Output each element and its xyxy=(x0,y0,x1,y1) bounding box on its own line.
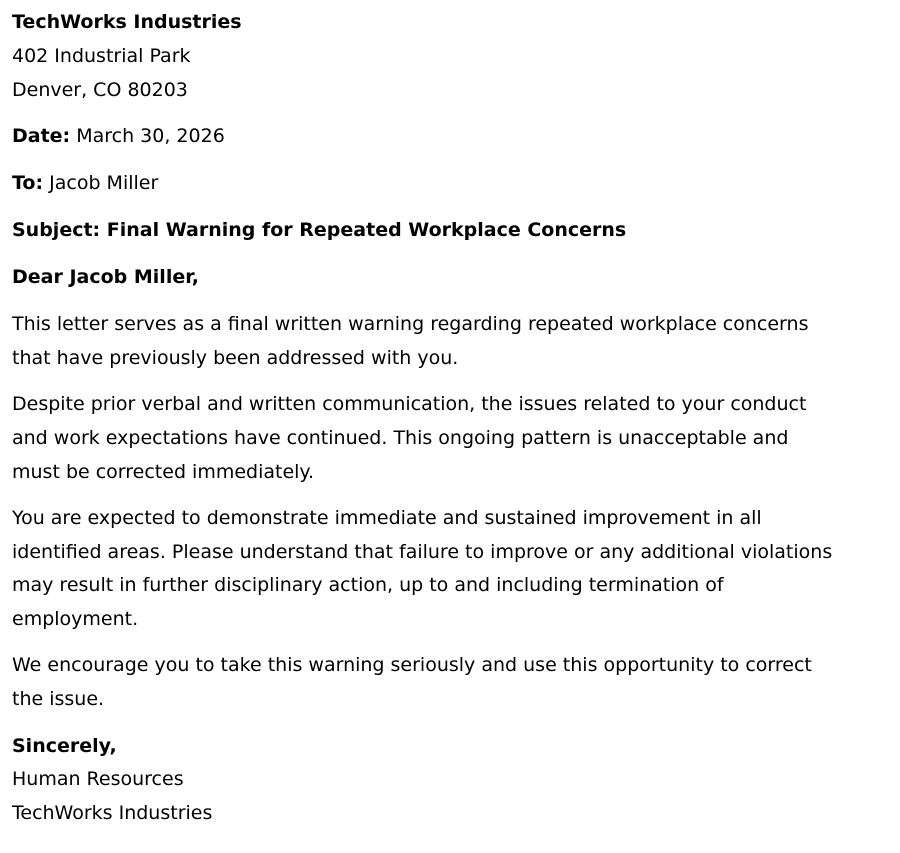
sign-off: Sincerely, xyxy=(12,735,117,757)
paragraph-3-line-4: employment. xyxy=(12,608,139,630)
address-line-1: 402 Industrial Park xyxy=(12,45,191,67)
paragraph-4-line-1: We encourage you to take this warning seriously and use this opportunity to correct xyxy=(12,654,812,676)
salutation: Dear Jacob Miller, xyxy=(12,266,200,288)
date-label: Date: xyxy=(12,125,71,147)
recipient-label: To: xyxy=(12,172,44,194)
paragraph-4-line-2: the issue. xyxy=(12,688,105,710)
date-value: March 30, 2026 xyxy=(70,125,225,147)
paragraph-2-line-2: and work expectations have continued. This ongoing pattern is unacceptable and xyxy=(12,427,789,449)
paragraph-3-line-3: may result in further disciplinary action, up to and including termination of xyxy=(12,574,724,596)
signer-department: Human Resources xyxy=(12,768,184,790)
subject-line: Subject: Final Warning for Repeated Workplace Concerns xyxy=(12,219,627,241)
date-line xyxy=(12,119,225,153)
address-line-2: Denver, CO 80203 xyxy=(12,79,188,101)
paragraph-1-line-2: that have previously been addressed with you. xyxy=(12,347,459,369)
paragraph-2-line-3: must be corrected immediately. xyxy=(12,461,315,483)
paragraph-3-line-2: identified areas. Please understand that failure to improve or any additional violations xyxy=(12,541,833,563)
recipient-value: Jacob Miller xyxy=(43,172,159,194)
paragraph-2-line-1: Despite prior verbal and written communication, the issues related to your conduct xyxy=(12,393,807,415)
company-name: TechWorks Industries xyxy=(12,11,242,33)
signer-company: TechWorks Industries xyxy=(12,802,213,824)
paragraph-3-line-1: You are expected to demonstrate immediate and sustained improvement in all xyxy=(12,507,762,529)
recipient-line xyxy=(12,166,158,200)
paragraph-1-line-1: This letter serves as a final written warning regarding repeated workplace concerns xyxy=(12,313,809,335)
